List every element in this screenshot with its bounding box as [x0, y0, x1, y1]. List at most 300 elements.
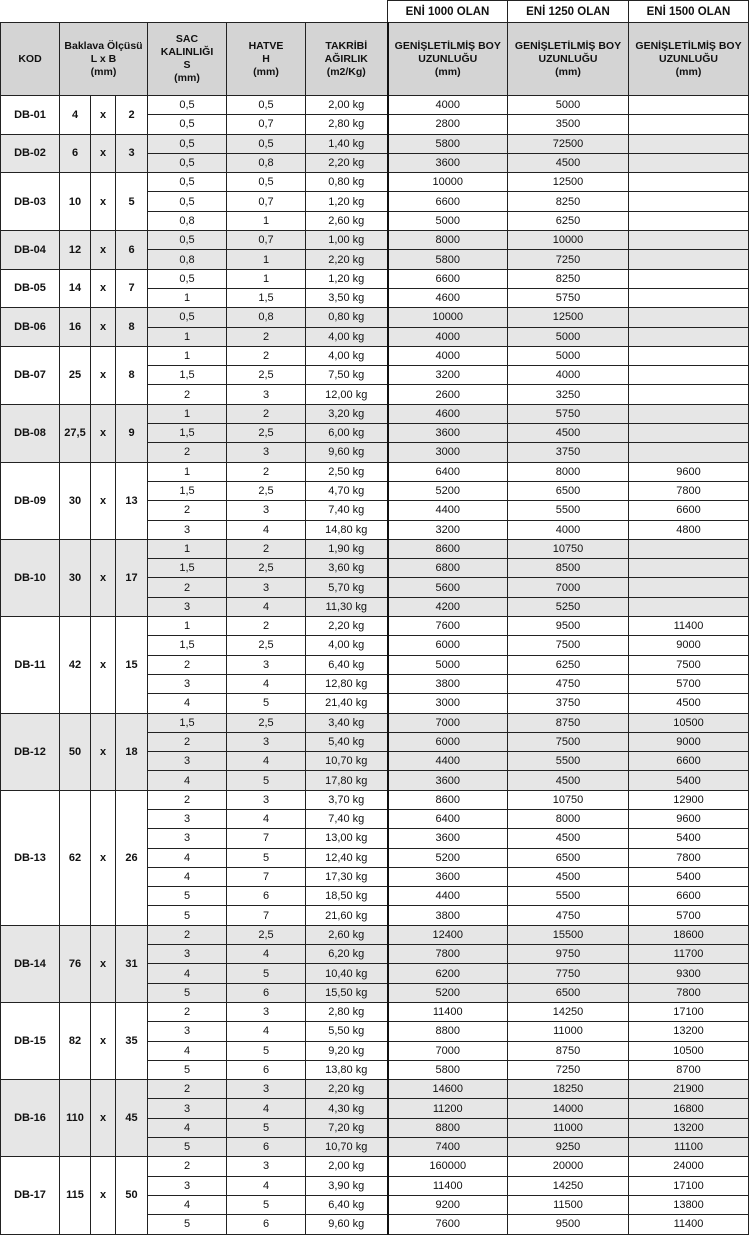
- length-cell: 25: [60, 346, 91, 404]
- sac-cell: 0,5: [148, 269, 227, 288]
- weight-cell: 0,80 kg: [306, 308, 388, 327]
- table-row: [1, 617, 749, 636]
- weight-cell: 2,00 kg: [306, 1157, 388, 1176]
- hatve-cell: 6: [227, 983, 306, 1002]
- weight-cell: 9,60 kg: [306, 1215, 388, 1234]
- boy-1000-cell: 8800: [388, 1022, 508, 1041]
- boy-1250-cell: 9500: [508, 617, 629, 636]
- boy-1000-cell: 12400: [388, 925, 508, 944]
- hatve-cell: 4: [227, 674, 306, 693]
- sac-cell: 0,8: [148, 211, 227, 230]
- sac-cell: 4: [148, 694, 227, 713]
- table-row: [1, 96, 749, 115]
- boy-1500-cell: [629, 231, 749, 250]
- weight-cell: 4,30 kg: [306, 1099, 388, 1118]
- hatve-cell: 1: [227, 250, 306, 269]
- boy-1000-cell: 3600: [388, 771, 508, 790]
- sac-cell: 0,8: [148, 250, 227, 269]
- boy-1500-cell: [629, 385, 749, 404]
- hatve-cell: 3: [227, 1002, 306, 1021]
- width-cell: 6: [116, 231, 148, 270]
- boy-1500-cell: [629, 578, 749, 597]
- boy-1500-cell: 5700: [629, 906, 749, 925]
- kod-header: KOD: [1, 23, 60, 96]
- sac-cell: 3: [148, 1176, 227, 1195]
- width-cell: 8: [116, 346, 148, 404]
- times-cell: x: [91, 617, 116, 713]
- kod-cell: DB-13: [1, 790, 60, 925]
- sac-cell: 3: [148, 597, 227, 616]
- hatve-cell: 4: [227, 809, 306, 828]
- times-cell: x: [91, 346, 116, 404]
- table-row: [1, 539, 749, 558]
- boy-1500-cell: 8700: [629, 1060, 749, 1079]
- weight-cell: 3,70 kg: [306, 790, 388, 809]
- weight-cell: 14,80 kg: [306, 520, 388, 539]
- boy-1500-cell: [629, 404, 749, 423]
- sac-cell: 2: [148, 790, 227, 809]
- hatve-cell: 1: [227, 269, 306, 288]
- boy-1500-cell: [629, 115, 749, 134]
- boy-1250-cell: 7750: [508, 964, 629, 983]
- boy-1000-cell: 6400: [388, 809, 508, 828]
- boy-1500-cell: 10500: [629, 1041, 749, 1060]
- boy-1250-cell: 10750: [508, 790, 629, 809]
- hatve-cell: 7: [227, 829, 306, 848]
- boy-1500-cell: 13200: [629, 1022, 749, 1041]
- boy-1000-cell: 4200: [388, 597, 508, 616]
- kod-cell: DB-06: [1, 308, 60, 347]
- length-cell: 115: [60, 1157, 91, 1234]
- width-cell: 35: [116, 1002, 148, 1079]
- boy-1500-cell: [629, 366, 749, 385]
- boy-1250-cell: 5750: [508, 404, 629, 423]
- boy-1000-cell: 6600: [388, 192, 508, 211]
- boy-1000-cell: 6800: [388, 559, 508, 578]
- width-cell: 26: [116, 790, 148, 925]
- weight-cell: 9,20 kg: [306, 1041, 388, 1060]
- weight-cell: 2,60 kg: [306, 211, 388, 230]
- sac-cell: 5: [148, 906, 227, 925]
- boy-1000-cell: 3600: [388, 424, 508, 443]
- sac-cell: 1: [148, 539, 227, 558]
- boy-1000-header: GENİŞLETİLMİŞ BOY UZUNLUĞU (mm): [388, 23, 508, 96]
- sac-header: SAC KALINLIĞI S (mm): [148, 23, 227, 96]
- weight-cell: 12,00 kg: [306, 385, 388, 404]
- boy-1250-cell: 14250: [508, 1176, 629, 1195]
- hatve-cell: 0,7: [227, 231, 306, 250]
- weight-cell: 2,20 kg: [306, 153, 388, 172]
- width-cell: 50: [116, 1157, 148, 1234]
- table-row: [1, 1157, 749, 1176]
- boy-1000-cell: 2800: [388, 115, 508, 134]
- hatve-cell: 2,5: [227, 636, 306, 655]
- weight-cell: 4,00 kg: [306, 636, 388, 655]
- boy-1250-cell: 6500: [508, 983, 629, 1002]
- weight-cell: 2,80 kg: [306, 115, 388, 134]
- boy-1500-cell: [629, 153, 749, 172]
- boy-1000-cell: 5800: [388, 250, 508, 269]
- table-row: [1, 713, 749, 732]
- weight-cell: 10,70 kg: [306, 1138, 388, 1157]
- length-cell: 110: [60, 1080, 91, 1157]
- sac-cell: 4: [148, 867, 227, 886]
- boy-1000-cell: 3800: [388, 906, 508, 925]
- hatve-cell: 2,5: [227, 925, 306, 944]
- length-cell: 14: [60, 269, 91, 308]
- weight-cell: 18,50 kg: [306, 887, 388, 906]
- boy-1000-cell: 4600: [388, 404, 508, 423]
- times-cell: x: [91, 539, 116, 616]
- boy-1000-cell: 3000: [388, 694, 508, 713]
- table-row: [1, 231, 749, 250]
- boy-1000-cell: 4400: [388, 887, 508, 906]
- kod-cell: DB-16: [1, 1080, 60, 1157]
- length-cell: 30: [60, 462, 91, 539]
- sac-cell: 3: [148, 520, 227, 539]
- boy-1000-cell: 5600: [388, 578, 508, 597]
- weight-cell: 3,60 kg: [306, 559, 388, 578]
- sac-cell: 0,5: [148, 231, 227, 250]
- hatve-cell: 2,5: [227, 366, 306, 385]
- boy-1250-cell: 4000: [508, 366, 629, 385]
- sac-cell: 1: [148, 288, 227, 307]
- weight-cell: 5,70 kg: [306, 578, 388, 597]
- length-cell: 16: [60, 308, 91, 347]
- table-row: [1, 1002, 749, 1021]
- boy-1500-cell: 5400: [629, 771, 749, 790]
- boy-1250-cell: 12500: [508, 308, 629, 327]
- table-row: [1, 173, 749, 192]
- boy-1500-cell: [629, 250, 749, 269]
- kod-cell: DB-01: [1, 96, 60, 135]
- boy-1000-cell: 4600: [388, 288, 508, 307]
- hatve-cell: 2,5: [227, 481, 306, 500]
- weight-cell: 5,40 kg: [306, 732, 388, 751]
- sac-cell: 3: [148, 829, 227, 848]
- boy-1500-cell: [629, 134, 749, 153]
- sac-cell: 0,5: [148, 153, 227, 172]
- hatve-cell: 6: [227, 1138, 306, 1157]
- kod-cell: DB-08: [1, 404, 60, 462]
- width-1500-header: ENİ 1500 OLAN: [629, 1, 749, 23]
- boy-1500-cell: [629, 308, 749, 327]
- boy-1250-cell: 7000: [508, 578, 629, 597]
- sac-cell: 4: [148, 1195, 227, 1214]
- kod-cell: DB-03: [1, 173, 60, 231]
- sac-cell: 3: [148, 945, 227, 964]
- boy-1500-cell: 9000: [629, 636, 749, 655]
- boy-1250-cell: 10750: [508, 539, 629, 558]
- boy-1000-cell: 3600: [388, 867, 508, 886]
- boy-1250-cell: 3250: [508, 385, 629, 404]
- weight-cell: 4,70 kg: [306, 481, 388, 500]
- hatve-cell: 2: [227, 617, 306, 636]
- times-cell: x: [91, 1157, 116, 1234]
- hatve-cell: 7: [227, 867, 306, 886]
- boy-1250-cell: 4500: [508, 771, 629, 790]
- table-row: [1, 404, 749, 423]
- times-cell: x: [91, 173, 116, 231]
- boy-1500-cell: 11400: [629, 1215, 749, 1234]
- boy-1000-cell: 3600: [388, 829, 508, 848]
- boy-1500-cell: 13800: [629, 1195, 749, 1214]
- sac-cell: 3: [148, 809, 227, 828]
- hatve-cell: 0,8: [227, 153, 306, 172]
- hatve-cell: 0,8: [227, 308, 306, 327]
- boy-1000-cell: 3000: [388, 443, 508, 462]
- hatve-cell: 2: [227, 539, 306, 558]
- boy-1250-cell: 7250: [508, 250, 629, 269]
- weight-cell: 6,40 kg: [306, 1195, 388, 1214]
- sac-cell: 1,5: [148, 424, 227, 443]
- hatve-cell: 3: [227, 1157, 306, 1176]
- boy-1000-cell: 4000: [388, 346, 508, 365]
- hatve-cell: 4: [227, 1022, 306, 1041]
- table-row: [1, 462, 749, 481]
- weight-cell: 10,70 kg: [306, 752, 388, 771]
- hatve-cell: 2: [227, 462, 306, 481]
- boy-1500-cell: [629, 346, 749, 365]
- boy-1250-header: GENİŞLETİLMİŞ BOY UZUNLUĞU (mm): [508, 23, 629, 96]
- sac-cell: 3: [148, 674, 227, 693]
- width-cell: 17: [116, 539, 148, 616]
- weight-cell: 2,20 kg: [306, 617, 388, 636]
- hatve-cell: 5: [227, 771, 306, 790]
- sac-cell: 4: [148, 1041, 227, 1060]
- weight-cell: 21,60 kg: [306, 906, 388, 925]
- weight-cell: 3,40 kg: [306, 713, 388, 732]
- sac-cell: 1: [148, 327, 227, 346]
- boy-1000-cell: 8800: [388, 1118, 508, 1137]
- boy-1000-cell: 8000: [388, 231, 508, 250]
- boy-1000-cell: 5800: [388, 1060, 508, 1079]
- weight-cell: 6,20 kg: [306, 945, 388, 964]
- sac-cell: 0,5: [148, 308, 227, 327]
- width-cell: 15: [116, 617, 148, 713]
- hatve-cell: 5: [227, 964, 306, 983]
- boy-1250-cell: 11000: [508, 1118, 629, 1137]
- sac-cell: 3: [148, 752, 227, 771]
- boy-1250-cell: 72500: [508, 134, 629, 153]
- boy-1500-cell: 6600: [629, 752, 749, 771]
- boy-1500-cell: 9000: [629, 732, 749, 751]
- baklava-header: Baklava Ölçüsü L x B (mm): [60, 23, 148, 96]
- boy-1000-cell: 4400: [388, 501, 508, 520]
- sac-cell: 0,5: [148, 134, 227, 153]
- hatve-cell: 4: [227, 597, 306, 616]
- table-row: [1, 1080, 749, 1099]
- weight-cell: 1,40 kg: [306, 134, 388, 153]
- boy-1000-cell: 5000: [388, 655, 508, 674]
- weight-cell: 7,40 kg: [306, 501, 388, 520]
- boy-1250-cell: 14250: [508, 1002, 629, 1021]
- boy-1500-cell: [629, 443, 749, 462]
- weight-cell: 5,50 kg: [306, 1022, 388, 1041]
- hatve-cell: 3: [227, 443, 306, 462]
- boy-1000-cell: 8600: [388, 790, 508, 809]
- boy-1000-cell: 6000: [388, 732, 508, 751]
- weight-cell: 1,20 kg: [306, 192, 388, 211]
- boy-1500-cell: [629, 327, 749, 346]
- sac-cell: 2: [148, 443, 227, 462]
- boy-1500-cell: 11100: [629, 1138, 749, 1157]
- weight-cell: 21,40 kg: [306, 694, 388, 713]
- hatve-cell: 1: [227, 211, 306, 230]
- width-cell: 7: [116, 269, 148, 308]
- boy-1250-cell: 5000: [508, 327, 629, 346]
- sac-cell: 1: [148, 617, 227, 636]
- boy-1500-cell: [629, 173, 749, 192]
- boy-1250-cell: 4500: [508, 153, 629, 172]
- boy-1000-cell: 14600: [388, 1080, 508, 1099]
- hatve-cell: 3: [227, 1080, 306, 1099]
- hatve-cell: 4: [227, 520, 306, 539]
- width-cell: 45: [116, 1080, 148, 1157]
- boy-1000-cell: 160000: [388, 1157, 508, 1176]
- sac-cell: 1,5: [148, 636, 227, 655]
- weight-cell: 3,20 kg: [306, 404, 388, 423]
- sac-cell: 1,5: [148, 559, 227, 578]
- kod-cell: DB-12: [1, 713, 60, 790]
- boy-1500-cell: 9600: [629, 462, 749, 481]
- boy-1000-cell: 10000: [388, 308, 508, 327]
- boy-1000-cell: 7600: [388, 617, 508, 636]
- boy-1000-cell: 11200: [388, 1099, 508, 1118]
- weight-cell: 13,00 kg: [306, 829, 388, 848]
- boy-1000-cell: 6400: [388, 462, 508, 481]
- boy-1500-cell: 17100: [629, 1002, 749, 1021]
- hatve-cell: 7: [227, 906, 306, 925]
- hatve-cell: 3: [227, 732, 306, 751]
- boy-1000-cell: 6600: [388, 269, 508, 288]
- weight-cell: 1,00 kg: [306, 231, 388, 250]
- boy-1250-cell: 3750: [508, 443, 629, 462]
- sac-cell: 2: [148, 1002, 227, 1021]
- boy-1250-cell: 4750: [508, 906, 629, 925]
- width-cell: 13: [116, 462, 148, 539]
- weight-cell: 17,30 kg: [306, 867, 388, 886]
- sac-cell: 2: [148, 385, 227, 404]
- boy-1500-cell: [629, 211, 749, 230]
- hatve-cell: 0,5: [227, 173, 306, 192]
- hatve-cell: 5: [227, 694, 306, 713]
- boy-1500-cell: 5400: [629, 867, 749, 886]
- hatve-cell: 3: [227, 578, 306, 597]
- boy-1500-cell: [629, 269, 749, 288]
- times-cell: x: [91, 1080, 116, 1157]
- times-cell: x: [91, 269, 116, 308]
- boy-1000-cell: 5200: [388, 481, 508, 500]
- boy-1500-cell: 18600: [629, 925, 749, 944]
- boy-1000-cell: 7400: [388, 1138, 508, 1157]
- times-cell: x: [91, 404, 116, 462]
- boy-1000-cell: 2600: [388, 385, 508, 404]
- boy-1250-cell: 15500: [508, 925, 629, 944]
- boy-1000-cell: 3200: [388, 520, 508, 539]
- boy-1500-cell: 11400: [629, 617, 749, 636]
- boy-1500-cell: 5400: [629, 829, 749, 848]
- times-cell: x: [91, 96, 116, 135]
- boy-1250-cell: 5500: [508, 501, 629, 520]
- kod-cell: DB-05: [1, 269, 60, 308]
- sac-cell: 5: [148, 887, 227, 906]
- sac-cell: 1: [148, 404, 227, 423]
- weight-cell: 2,20 kg: [306, 250, 388, 269]
- sac-cell: 0,5: [148, 173, 227, 192]
- weight-cell: 1,20 kg: [306, 269, 388, 288]
- boy-1500-cell: 12900: [629, 790, 749, 809]
- boy-1500-cell: 13200: [629, 1118, 749, 1137]
- hatve-cell: 4: [227, 1176, 306, 1195]
- sac-cell: 1: [148, 462, 227, 481]
- hatve-cell: 2: [227, 346, 306, 365]
- table-row: [1, 346, 749, 365]
- weight-cell: 13,80 kg: [306, 1060, 388, 1079]
- hatve-cell: 3: [227, 790, 306, 809]
- boy-1250-cell: 8250: [508, 269, 629, 288]
- boy-1500-cell: 6600: [629, 887, 749, 906]
- weight-cell: 2,80 kg: [306, 1002, 388, 1021]
- times-cell: x: [91, 308, 116, 347]
- hatve-cell: 2: [227, 404, 306, 423]
- boy-1500-cell: 7800: [629, 983, 749, 1002]
- sac-cell: 4: [148, 1118, 227, 1137]
- weight-cell: 11,30 kg: [306, 597, 388, 616]
- weight-cell: 7,20 kg: [306, 1118, 388, 1137]
- boy-1250-cell: 6250: [508, 211, 629, 230]
- boy-1000-cell: 3200: [388, 366, 508, 385]
- width-cell: 9: [116, 404, 148, 462]
- weight-cell: 2,20 kg: [306, 1080, 388, 1099]
- hatve-cell: 2,5: [227, 424, 306, 443]
- boy-1500-cell: 17100: [629, 1176, 749, 1195]
- hatve-cell: 2,5: [227, 713, 306, 732]
- hatve-cell: 3: [227, 655, 306, 674]
- hatve-header: HATVE H (mm): [227, 23, 306, 96]
- length-cell: 4: [60, 96, 91, 135]
- kod-cell: DB-02: [1, 134, 60, 173]
- boy-1500-cell: 7800: [629, 848, 749, 867]
- boy-1500-cell: [629, 424, 749, 443]
- sac-cell: 0,5: [148, 115, 227, 134]
- boy-1250-cell: 8250: [508, 192, 629, 211]
- hatve-cell: 3: [227, 501, 306, 520]
- weight-cell: 12,80 kg: [306, 674, 388, 693]
- boy-1500-cell: [629, 597, 749, 616]
- boy-1250-cell: 8000: [508, 462, 629, 481]
- sac-cell: 4: [148, 771, 227, 790]
- sac-cell: 4: [148, 964, 227, 983]
- sac-cell: 1,5: [148, 713, 227, 732]
- boy-1250-cell: 14000: [508, 1099, 629, 1118]
- hatve-cell: 0,7: [227, 115, 306, 134]
- boy-1500-cell: 4500: [629, 694, 749, 713]
- boy-1250-cell: 10000: [508, 231, 629, 250]
- sac-cell: 0,5: [148, 192, 227, 211]
- sac-cell: 2: [148, 501, 227, 520]
- hatve-cell: 2,5: [227, 559, 306, 578]
- hatve-cell: 6: [227, 1215, 306, 1234]
- hatve-cell: 0,5: [227, 96, 306, 115]
- kod-cell: DB-07: [1, 346, 60, 404]
- boy-1000-cell: 5000: [388, 211, 508, 230]
- width-1250-header: ENİ 1250 OLAN: [508, 1, 629, 23]
- boy-1250-cell: 4750: [508, 674, 629, 693]
- boy-1250-cell: 11500: [508, 1195, 629, 1214]
- sac-cell: 2: [148, 578, 227, 597]
- width-cell: 18: [116, 713, 148, 790]
